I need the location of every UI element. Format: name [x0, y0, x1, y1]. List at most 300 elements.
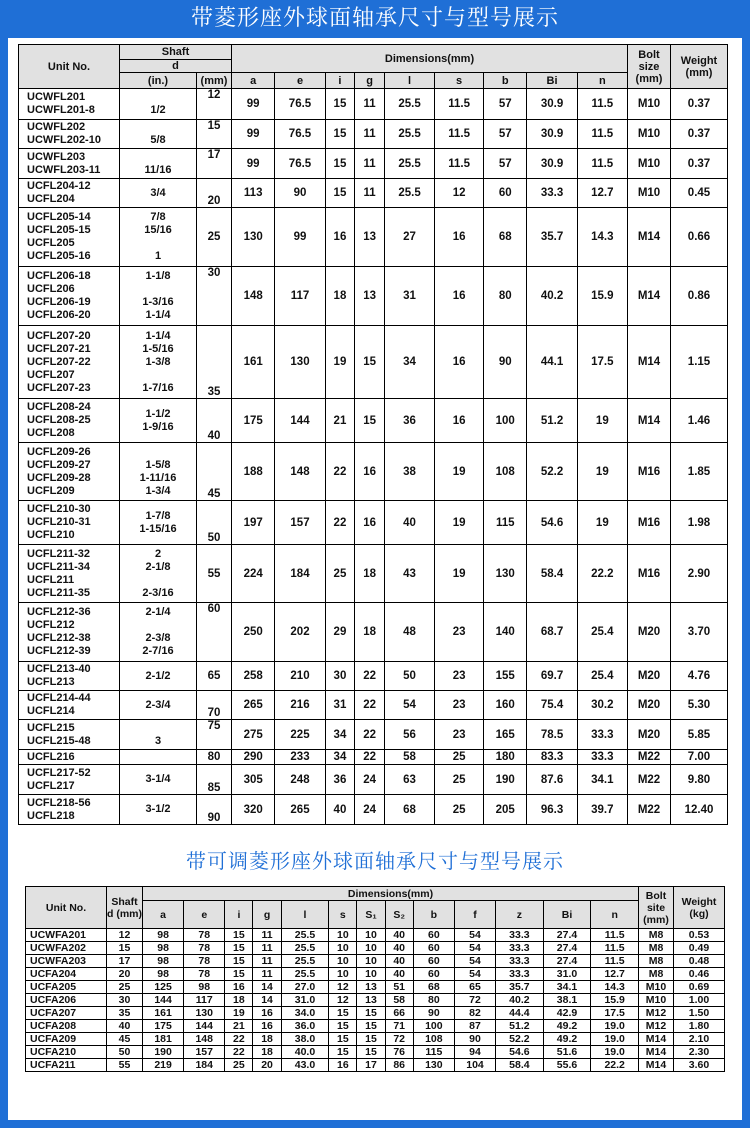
shaft-inch-cell: 2-1/2	[120, 662, 197, 691]
dim-cell-1: 184	[184, 1059, 225, 1072]
dim-cell-s: 16	[435, 326, 484, 399]
dim-cell-3: 11	[253, 942, 281, 955]
dim-cell-a: 99	[232, 120, 275, 149]
dim-cell-8: 60	[413, 955, 454, 968]
table-row	[26, 1007, 725, 1020]
dim-cell-n: 30.2	[577, 691, 627, 720]
dim-cell-s: 19	[435, 545, 484, 603]
dim-cell-4: 31.0	[281, 994, 329, 1007]
unit-no-cell: UCFL205-14 UCFL205-15 UCFL205 UCFL205-16	[19, 208, 120, 267]
dim-cell-n: 11.5	[577, 149, 627, 179]
dim-cell-b: 130	[484, 545, 527, 603]
dim-cell-bi: 87.6	[527, 765, 577, 795]
weight-cell: 0.37	[671, 149, 728, 179]
dim-cell-s: 19	[435, 501, 484, 545]
dim-cell-bi: 83.3	[527, 750, 577, 765]
shaft-inch-cell: 11/16	[120, 149, 197, 179]
dim-cell-bi: 68.7	[527, 603, 577, 662]
dim-cell-l: 31	[384, 267, 434, 326]
dim-cell-5: 12	[329, 994, 357, 1007]
weight-cell: 1.50	[674, 1007, 725, 1020]
dim-cell-9: 54	[454, 942, 495, 955]
dim-cell-l: 48	[384, 603, 434, 662]
dim-cell-9: 54	[454, 929, 495, 942]
unit-no-cell: UCFL217-52 UCFL217	[19, 765, 120, 795]
dim-cell-5: 10	[329, 968, 357, 981]
table-row	[19, 399, 728, 443]
bolt-cell: M10	[628, 89, 671, 120]
col-shaft-d: Shaft d (mm)	[107, 887, 143, 929]
col-inch: (in.)	[120, 73, 197, 89]
col-dim-4: l	[281, 901, 329, 929]
dim-cell-9: 65	[454, 981, 495, 994]
table-row	[19, 267, 728, 326]
table-row	[19, 326, 728, 399]
dim-cell-i: 30	[325, 662, 355, 691]
shaft-inch-cell: 3-1/4	[120, 765, 197, 795]
bolt-cell: M12	[639, 1020, 674, 1033]
dim-cell-2: 22	[225, 1033, 253, 1046]
dim-cell-i: 15	[325, 149, 355, 179]
weight-cell: 3.70	[671, 603, 728, 662]
shaft-mm-cell: 25	[197, 208, 232, 267]
col-weight: Weight (kg)	[674, 887, 725, 929]
dim-cell-6: 15	[357, 1046, 385, 1059]
dim-cell-e: 130	[275, 326, 325, 399]
dim-cell-g: 22	[355, 662, 385, 691]
dim-cell-8: 100	[413, 1020, 454, 1033]
bolt-cell: M10	[639, 981, 674, 994]
dim-cell-n: 12.7	[577, 179, 627, 208]
dim-cell-0: 98	[143, 942, 184, 955]
dim-cell-7: 66	[385, 1007, 413, 1020]
shaft-inch-cell: 1/2	[120, 89, 197, 120]
dim-cell-0: 98	[143, 968, 184, 981]
unit-no-cell: UCFL204-12 UCFL204	[19, 179, 120, 208]
dim-cell-n: 33.3	[577, 750, 627, 765]
dim-cell-2: 15	[225, 942, 253, 955]
dim-cell-i: 16	[325, 208, 355, 267]
table-row	[19, 795, 728, 825]
dim-cell-bi: 75.4	[527, 691, 577, 720]
dim-cell-3: 11	[253, 968, 281, 981]
bolt-cell: M10	[628, 149, 671, 179]
dim-cell-s: 25	[435, 765, 484, 795]
dim-cell-e: 148	[275, 443, 325, 501]
dim-cell-s: 23	[435, 662, 484, 691]
dim-cell-2: 16	[225, 981, 253, 994]
dim-cell-1: 157	[184, 1046, 225, 1059]
table-row	[26, 942, 725, 955]
dim-cell-i: 34	[325, 720, 355, 750]
dim-cell-i: 22	[325, 443, 355, 501]
dim-cell-10: 52.2	[496, 1033, 544, 1046]
bolt-cell: M20	[628, 603, 671, 662]
weight-cell: 1.80	[674, 1020, 725, 1033]
unit-no-cell: UCFA207	[26, 1007, 107, 1020]
dim-cell-10: 35.7	[496, 981, 544, 994]
dim-cell-10: 58.4	[496, 1059, 544, 1072]
dim-cell-10: 51.2	[496, 1020, 544, 1033]
col-unit-no: Unit No.	[19, 45, 120, 89]
unit-no-cell: UCFL214-44 UCFL214	[19, 691, 120, 720]
dim-cell-11: 27.4	[543, 929, 591, 942]
dim-cell-l: 34	[384, 326, 434, 399]
unit-no-cell: UCFL206-18 UCFL206 UCFL206-19 UCFL206-20	[19, 267, 120, 326]
dim-cell-4: 43.0	[281, 1059, 329, 1072]
dim-cell-8: 90	[413, 1007, 454, 1020]
dim-cell-3: 14	[253, 981, 281, 994]
dim-cell-10: 44.4	[496, 1007, 544, 1020]
dim-cell-11: 49.2	[543, 1033, 591, 1046]
dim-cell-n: 34.1	[577, 765, 627, 795]
dim-cell-2: 18	[225, 994, 253, 1007]
weight-cell: 3.60	[674, 1059, 725, 1072]
col-dim-e: e	[275, 73, 325, 89]
bolt-cell: M14	[628, 399, 671, 443]
col-dimensions: Dimensions(mm)	[232, 45, 628, 73]
dim-cell-6: 10	[357, 968, 385, 981]
unit-no-cell: UCFL215 UCFL215-48	[19, 720, 120, 750]
shaft-inch-cell: 1-1/4 1-5/16 1-3/8 1-7/16	[120, 326, 197, 399]
dim-cell-3: 11	[253, 955, 281, 968]
dim-cell-a: 113	[232, 179, 275, 208]
shaft-mm-cell: 15	[197, 120, 232, 149]
dim-cell-bi: 78.5	[527, 720, 577, 750]
dim-cell-3: 16	[253, 1007, 281, 1020]
dim-cell-7: 51	[385, 981, 413, 994]
unit-no-cell: UCFL213-40 UCFL213	[19, 662, 120, 691]
dim-cell-g: 22	[355, 750, 385, 765]
dim-cell-11: 42.9	[543, 1007, 591, 1020]
weight-cell: 1.00	[674, 994, 725, 1007]
dim-cell-1: 78	[184, 955, 225, 968]
shaft-inch-cell: 1-5/8 1-11/16 1-3/4	[120, 443, 197, 501]
dim-cell-a: 290	[232, 750, 275, 765]
shaft-mm-cell: 70	[197, 691, 232, 720]
unit-no-cell: UCFL210-30 UCFL210-31 UCFL210	[19, 501, 120, 545]
dim-cell-11: 38.1	[543, 994, 591, 1007]
dim-cell-11: 27.4	[543, 942, 591, 955]
shaft-mm-cell: 80	[197, 750, 232, 765]
dim-cell-bi: 30.9	[527, 89, 577, 120]
dim-cell-g: 18	[355, 603, 385, 662]
weight-cell: 2.30	[674, 1046, 725, 1059]
dim-cell-7: 58	[385, 994, 413, 1007]
dim-cell-i: 15	[325, 179, 355, 208]
dim-cell-4: 27.0	[281, 981, 329, 994]
dim-cell-n: 11.5	[577, 89, 627, 120]
dim-cell-l: 27	[384, 208, 434, 267]
shaft-inch-cell: 2-3/4	[120, 691, 197, 720]
dim-cell-8: 115	[413, 1046, 454, 1059]
unit-no-cell: UCFA208	[26, 1020, 107, 1033]
table-row	[26, 955, 725, 968]
shaft-inch-cell: 3	[120, 720, 197, 750]
dim-cell-12: 14.3	[591, 981, 639, 994]
dim-cell-bi: 35.7	[527, 208, 577, 267]
dim-cell-5: 12	[329, 981, 357, 994]
dim-cell-4: 40.0	[281, 1046, 329, 1059]
dim-cell-10: 40.2	[496, 994, 544, 1007]
dim-cell-1: 117	[184, 994, 225, 1007]
dim-cell-g: 11	[355, 120, 385, 149]
dim-cell-b: 57	[484, 149, 527, 179]
col-unit-no: Unit No.	[26, 887, 107, 929]
shaft-d-cell: 15	[107, 942, 143, 955]
unit-no-cell: UCFL208-24 UCFL208-25 UCFL208	[19, 399, 120, 443]
dim-cell-bi: 40.2	[527, 267, 577, 326]
dim-cell-a: 99	[232, 89, 275, 120]
weight-cell: 1.15	[671, 326, 728, 399]
dim-cell-6: 10	[357, 955, 385, 968]
dim-cell-n: 25.4	[577, 662, 627, 691]
dim-cell-4: 25.5	[281, 955, 329, 968]
dim-cell-g: 24	[355, 795, 385, 825]
dim-cell-12: 12.7	[591, 968, 639, 981]
dim-cell-9: 72	[454, 994, 495, 1007]
dim-cell-g: 11	[355, 89, 385, 120]
dim-cell-0: 98	[143, 955, 184, 968]
dim-cell-8: 68	[413, 981, 454, 994]
shaft-inch-cell: 1-1/8 1-3/16 1-1/4	[120, 267, 197, 326]
dim-cell-bi: 51.2	[527, 399, 577, 443]
dim-cell-i: 29	[325, 603, 355, 662]
bolt-cell: M12	[639, 1007, 674, 1020]
table-row	[19, 149, 728, 179]
dim-cell-12: 19.0	[591, 1046, 639, 1059]
shaft-mm-cell: 75	[197, 720, 232, 750]
dim-cell-b: 68	[484, 208, 527, 267]
unit-no-cell: UCFL216	[19, 750, 120, 765]
dim-cell-a: 197	[232, 501, 275, 545]
dim-cell-0: 175	[143, 1020, 184, 1033]
unit-no-cell: UCWFA203	[26, 955, 107, 968]
dim-cell-10: 33.3	[496, 955, 544, 968]
dim-cell-b: 165	[484, 720, 527, 750]
shaft-d-cell: 40	[107, 1020, 143, 1033]
bolt-cell: M20	[628, 662, 671, 691]
unit-no-cell: UCFA204	[26, 968, 107, 981]
dim-cell-12: 15.9	[591, 994, 639, 1007]
bolt-cell: M14	[639, 1059, 674, 1072]
unit-no-cell: UCWFL203 UCWFL203-11	[19, 149, 120, 179]
weight-cell: 0.45	[671, 179, 728, 208]
page-title: 带菱形座外球面轴承尺寸与型号展示	[190, 6, 559, 31]
dim-cell-5: 10	[329, 942, 357, 955]
dim-cell-g: 11	[355, 149, 385, 179]
dim-cell-e: 99	[275, 208, 325, 267]
dim-cell-e: 157	[275, 501, 325, 545]
dim-cell-g: 18	[355, 545, 385, 603]
shaft-inch-cell: 7/8 15/16 1	[120, 208, 197, 267]
dim-cell-9: 94	[454, 1046, 495, 1059]
dim-cell-1: 78	[184, 942, 225, 955]
dim-cell-11: 55.6	[543, 1059, 591, 1072]
dim-cell-i: 31	[325, 691, 355, 720]
dim-cell-g: 11	[355, 179, 385, 208]
table-row	[26, 1059, 725, 1072]
col-dim-bi: Bi	[527, 73, 577, 89]
dim-cell-8: 60	[413, 968, 454, 981]
dim-cell-7: 71	[385, 1020, 413, 1033]
dim-cell-e: 225	[275, 720, 325, 750]
weight-cell: 4.76	[671, 662, 728, 691]
dim-cell-e: 76.5	[275, 120, 325, 149]
weight-cell: 0.53	[674, 929, 725, 942]
dim-cell-n: 14.3	[577, 208, 627, 267]
dim-cell-11: 51.6	[543, 1046, 591, 1059]
col-dim-a: a	[232, 73, 275, 89]
dim-cell-s: 25	[435, 795, 484, 825]
dim-cell-l: 68	[384, 795, 434, 825]
bolt-cell: M20	[628, 691, 671, 720]
dim-cell-b: 108	[484, 443, 527, 501]
weight-cell: 0.37	[671, 89, 728, 120]
dim-cell-11: 31.0	[543, 968, 591, 981]
dim-cell-11: 49.2	[543, 1020, 591, 1033]
dim-cell-1: 144	[184, 1020, 225, 1033]
shaft-mm-cell: 65	[197, 662, 232, 691]
dim-cell-bi: 52.2	[527, 443, 577, 501]
table-row	[26, 1046, 725, 1059]
shaft-mm-cell: 85	[197, 765, 232, 795]
dim-cell-i: 15	[325, 89, 355, 120]
shaft-inch-cell: 1-1/2 1-9/16	[120, 399, 197, 443]
dim-cell-e: 216	[275, 691, 325, 720]
dim-cell-9: 54	[454, 968, 495, 981]
dim-cell-bi: 54.6	[527, 501, 577, 545]
bolt-cell: M8	[639, 955, 674, 968]
dim-cell-12: 19.0	[591, 1020, 639, 1033]
col-dim-0: a	[143, 901, 184, 929]
dim-cell-b: 60	[484, 179, 527, 208]
dim-cell-b: 57	[484, 120, 527, 149]
dim-cell-b: 180	[484, 750, 527, 765]
dim-cell-10: 33.3	[496, 942, 544, 955]
table-row	[19, 662, 728, 691]
dim-cell-s: 19	[435, 443, 484, 501]
unit-no-cell: UCFL212-36 UCFL212 UCFL212-38 UCFL212-39	[19, 603, 120, 662]
dim-cell-i: 40	[325, 795, 355, 825]
dim-cell-4: 25.5	[281, 968, 329, 981]
dim-cell-0: 190	[143, 1046, 184, 1059]
col-dim-8: b	[413, 901, 454, 929]
dim-cell-3: 20	[253, 1059, 281, 1072]
dim-cell-0: 125	[143, 981, 184, 994]
dim-cell-a: 148	[232, 267, 275, 326]
dim-cell-2: 25	[225, 1059, 253, 1072]
dim-cell-i: 19	[325, 326, 355, 399]
weight-cell: 1.85	[671, 443, 728, 501]
shaft-mm-cell: 45	[197, 443, 232, 501]
unit-no-cell: UCFL207-20 UCFL207-21 UCFL207-22 UCFL207 UCFL207-23	[19, 326, 120, 399]
weight-cell: 0.86	[671, 267, 728, 326]
weight-cell: 2.90	[671, 545, 728, 603]
table-row	[19, 720, 728, 750]
weight-cell: 0.49	[674, 942, 725, 955]
table-row	[19, 120, 728, 149]
table-row	[19, 208, 728, 267]
dim-cell-a: 161	[232, 326, 275, 399]
dim-cell-i: 15	[325, 120, 355, 149]
col-dim-10: z	[496, 901, 544, 929]
dim-cell-7: 40	[385, 942, 413, 955]
dim-cell-6: 15	[357, 1020, 385, 1033]
dim-cell-l: 54	[384, 691, 434, 720]
dim-cell-3: 18	[253, 1046, 281, 1059]
dim-cell-g: 15	[355, 399, 385, 443]
table-row	[26, 929, 725, 942]
dim-cell-g: 15	[355, 326, 385, 399]
dim-cell-4: 25.5	[281, 942, 329, 955]
dim-cell-i: 34	[325, 750, 355, 765]
bolt-cell: M8	[639, 942, 674, 955]
dim-cell-i: 36	[325, 765, 355, 795]
dim-cell-l: 50	[384, 662, 434, 691]
shaft-mm-cell: 17	[197, 149, 232, 179]
dim-cell-6: 13	[357, 981, 385, 994]
bolt-cell: M14	[639, 1033, 674, 1046]
shaft-d-cell: 45	[107, 1033, 143, 1046]
bolt-cell: M8	[639, 968, 674, 981]
dim-cell-s: 12	[435, 179, 484, 208]
shaft-d-cell: 25	[107, 981, 143, 994]
weight-cell: 1.98	[671, 501, 728, 545]
table-row	[26, 968, 725, 981]
dim-cell-b: 190	[484, 765, 527, 795]
dim-cell-i: 21	[325, 399, 355, 443]
dim-cell-2: 15	[225, 955, 253, 968]
unit-no-cell: UCFL209-26 UCFL209-27 UCFL209-28 UCFL209	[19, 443, 120, 501]
dim-cell-b: 140	[484, 603, 527, 662]
dim-cell-n: 39.7	[577, 795, 627, 825]
shaft-mm-cell: 55	[197, 545, 232, 603]
weight-cell: 2.10	[674, 1033, 725, 1046]
table-row	[19, 765, 728, 795]
dim-cell-l: 25.5	[384, 179, 434, 208]
col-dim-l: l	[384, 73, 434, 89]
dim-cell-6: 13	[357, 994, 385, 1007]
dim-cell-11: 34.1	[543, 981, 591, 994]
bolt-cell: M10	[628, 120, 671, 149]
dim-cell-s: 16	[435, 267, 484, 326]
dim-cell-n: 22.2	[577, 545, 627, 603]
unit-no-cell: UCWFL201 UCWFL201-8	[19, 89, 120, 120]
dim-cell-2: 22	[225, 1046, 253, 1059]
dim-cell-6: 10	[357, 929, 385, 942]
col-dim-5: s	[329, 901, 357, 929]
bolt-cell: M10	[628, 179, 671, 208]
dim-cell-a: 224	[232, 545, 275, 603]
table-row	[26, 994, 725, 1007]
col-bolt: Bolt size (mm)	[628, 45, 671, 89]
dim-cell-l: 38	[384, 443, 434, 501]
shaft-inch-cell: 3/4	[120, 179, 197, 208]
col-dim-b: b	[484, 73, 527, 89]
dim-cell-e: 210	[275, 662, 325, 691]
shaft-d-cell: 12	[107, 929, 143, 942]
dim-cell-5: 15	[329, 1046, 357, 1059]
shaft-inch-cell: 5/8	[120, 120, 197, 149]
bolt-cell: M16	[628, 443, 671, 501]
dim-cell-10: 54.6	[496, 1046, 544, 1059]
weight-cell: 0.69	[674, 981, 725, 994]
dim-cell-1: 78	[184, 929, 225, 942]
col-dim-6: S₁	[357, 901, 385, 929]
dim-cell-7: 76	[385, 1046, 413, 1059]
dim-cell-1: 130	[184, 1007, 225, 1020]
